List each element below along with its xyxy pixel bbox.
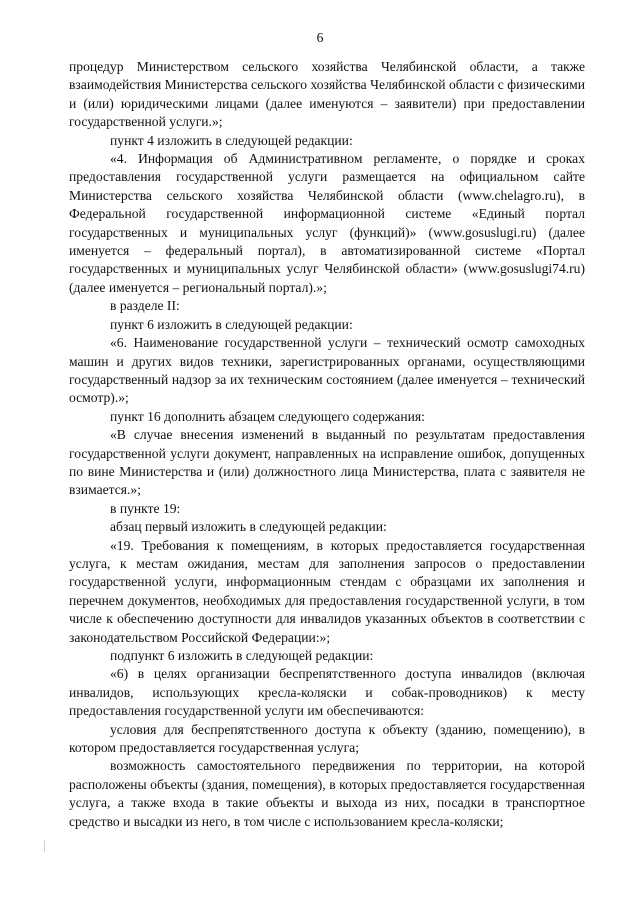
paragraph: «6) в целях организации беспрепятственного доступа инвалидов (включая инвалидов, использующих кресла-коляски и собак-проводников) к месту предоставления государственной услуги им обеспечиваются: [69, 666, 585, 719]
document-body [69, 58, 585, 831]
paragraph: в пункте 19: [110, 500, 181, 516]
paragraph: «4. Информация об Административном регламенте, о порядке и сроках предоставления государственной услуги размещается на официальном сайте Министерства сельского хозяйства Челябинской области (www.chelagro.ru), в Федеральной государственной информационной системе «Единый портал государственных и муниципальных услуг (функций)» (www.gosuslugi.ru) (далее именуется – федеральный портал), в автоматизированной системе «Портал государственных и муниципальных услуг Челябинской области» (www.gosuslugi74.ru) (далее именуется – региональный портал).»; [69, 151, 585, 295]
paragraph: подпункт 6 изложить в следующей редакции: [110, 648, 374, 663]
paragraph: абзац первый изложить в следующей редакции: [110, 519, 387, 535]
paragraph: в разделе II: [110, 298, 180, 314]
scan-margin-mark [44, 840, 45, 852]
paragraph: «В случае внесения изменений в выданный по результатам предоставления государственной услуги документ, направленных на исправление ошибок, допущенных по вине Министерства и (или) должностного лица Министерства, плата с заявителя не взимается.»; [69, 427, 585, 498]
page-number: 6 [316, 30, 324, 45]
paragraph: условия для беспрепятственного доступа к объекту (зданию, помещению), в котором предоставляется государственная услуга; [69, 721, 585, 756]
paragraph: возможность самостоятельного передвижения по территории, на которой расположены объекты (здания, помещения), в которых предоставляется государственная услуга, а также входа в такие объекты и выхода из них, посадки в транспортное средство и высадки из него, в том числе с использованием кресла-коляски; [69, 758, 585, 829]
paragraph: «19. Требования к помещениям, в которых предоставляется государственная услуга, к местам ожидания, местам для заполнения запросов о предоставлении государственной услуги, информационным стендам с образцами их заполнения и перечнем документов, необходимых для предоставления государственной услуги, в том числе к обеспечению доступности для инвалидов указанных объектов в соответствии с законодательством Российской Федерации:»; [69, 537, 585, 645]
paragraph: «6. Наименование государственной услуги – технический осмотр самоходных машин и других видов техники, зарегистрированных органами, осуществляющими государственный надзор за их техническим состоянием (далее именуется – технический осмотр).»; [69, 335, 585, 406]
paragraph: процедур Министерством сельского хозяйства Челябинской области, а также взаимодействия Министерства сельского хозяйства Челябинской области с физическими и (или) юридическими лицами (далее именуются – заявители) при предоставлении государственной услуги.»; [69, 59, 585, 130]
paragraph: пункт 16 дополнить абзацем следующего содержания: [110, 408, 425, 424]
paragraph: пункт 4 изложить в следующей редакции: [110, 132, 353, 148]
paragraph: пункт 6 изложить в следующей редакции: [110, 316, 353, 332]
